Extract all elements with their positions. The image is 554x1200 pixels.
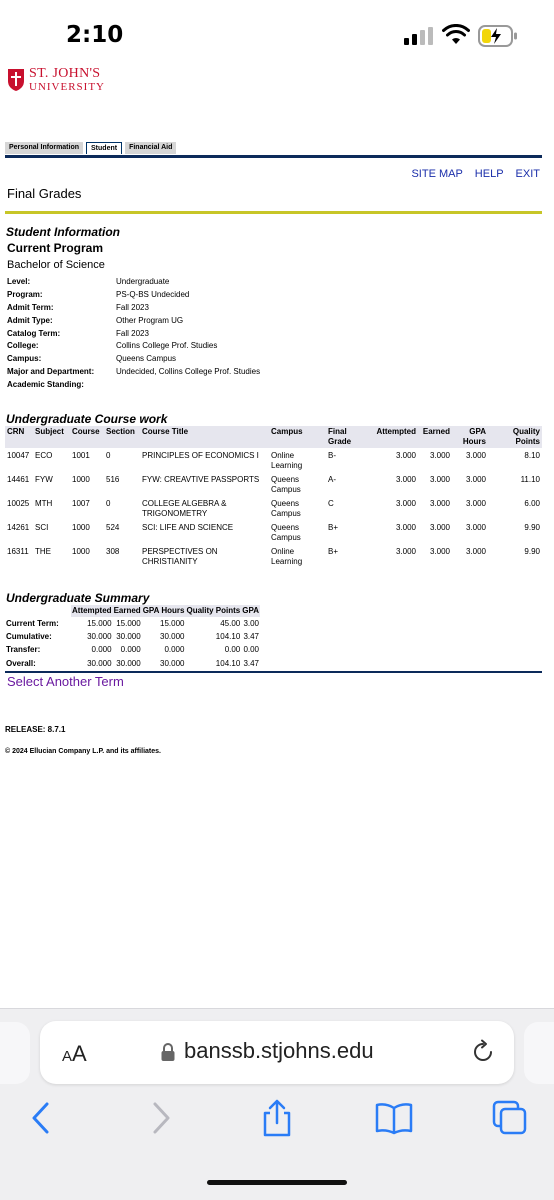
- tabs-icon[interactable]: [490, 1098, 530, 1138]
- cell-subject: ECO: [35, 451, 53, 460]
- cell-attempted: 15.000: [87, 619, 112, 628]
- cell-quality-points: 6.00: [524, 499, 540, 508]
- summary-divider: [5, 671, 542, 673]
- tab-divider: [5, 155, 542, 158]
- tab-student[interactable]: Student: [86, 142, 122, 154]
- cell-gpa-hours: 30.000: [160, 632, 185, 642]
- cell-final-grade: C: [328, 499, 334, 508]
- cell-earned: 3.000: [429, 547, 450, 556]
- address-bar[interactable]: [40, 1021, 514, 1084]
- col-quality-points-line1: Quality: [512, 427, 540, 436]
- cell-crn: 16311: [7, 547, 29, 556]
- info-value: Fall 2023: [116, 328, 149, 338]
- back-icon[interactable]: [22, 1098, 62, 1138]
- cell-quality-points: 8.10: [524, 451, 540, 460]
- wifi-icon: [442, 24, 470, 46]
- summary-table: [5, 605, 260, 670]
- cell-section: 0: [106, 499, 111, 508]
- tab-personal-information[interactable]: Personal Information: [5, 142, 83, 154]
- table-row: [5, 617, 260, 630]
- cell-course: 1001: [72, 451, 90, 460]
- col-gpa-hours: [452, 426, 488, 448]
- tab-financial-aid[interactable]: Financial Aid: [125, 142, 176, 154]
- cell-section: 516: [106, 475, 120, 484]
- cell-attempted: 3.000: [395, 499, 416, 508]
- table-header-row: [5, 426, 542, 448]
- col-earned: Earned: [113, 606, 141, 615]
- cell-subject: THE: [35, 547, 51, 556]
- url-text[interactable]: banssb.stjohns.edu: [184, 1038, 374, 1063]
- info-label: Major and Department:: [7, 367, 95, 377]
- cell-section: 308: [106, 547, 120, 556]
- info-value: Undergraduate: [116, 277, 170, 286]
- seal-icon: [7, 68, 25, 92]
- table-header-row: [5, 605, 260, 617]
- col-gpa-hours-line2: Hours: [462, 437, 486, 446]
- info-value: Fall 2023: [116, 302, 149, 312]
- cell-earned: 3.000: [429, 523, 450, 532]
- help-link[interactable]: HELP: [474, 168, 504, 180]
- col-gpa-hours: GPA Hours: [142, 606, 185, 615]
- info-row-admit-type: [7, 315, 260, 328]
- col-gpa-hours-line1: GPA: [469, 427, 486, 436]
- bookmarks-icon[interactable]: [374, 1098, 414, 1138]
- cell-gpa: 3.47: [243, 632, 260, 642]
- col-section: Section: [104, 426, 140, 448]
- exit-link[interactable]: EXIT: [515, 168, 540, 180]
- cell-gpa-hours: 15.000: [160, 619, 185, 628]
- col-subject: Subject: [33, 426, 70, 448]
- row-label: Overall:: [6, 658, 36, 668]
- cell-attempted: 3.000: [395, 547, 416, 556]
- cell-course-title: FYW: CREAVTIVE PASSPORTS: [142, 475, 260, 484]
- table-row: [5, 657, 260, 670]
- cell-quality-points: 9.90: [524, 547, 540, 556]
- info-value: Queens Campus: [116, 354, 177, 364]
- cell-final-grade: B+: [328, 547, 339, 556]
- info-row-college: [7, 340, 260, 353]
- aa-large: A: [72, 1041, 87, 1066]
- cell-earned: 0.000: [120, 645, 141, 655]
- forward-icon[interactable]: [140, 1098, 180, 1138]
- table-row: [5, 630, 260, 643]
- info-row-admit-term: [7, 302, 260, 315]
- info-label: Program:: [7, 289, 43, 299]
- cell-gpa-hours: 0.000: [164, 645, 185, 655]
- info-row-level: [7, 276, 260, 289]
- aa-small: A: [62, 1048, 73, 1065]
- cell-crn: 14461: [7, 475, 30, 484]
- info-label: Admit Term:: [7, 302, 54, 312]
- cell-crn: 10025: [7, 499, 30, 508]
- col-course: Course: [70, 426, 104, 448]
- cell-quality-points: 104.10: [215, 632, 241, 642]
- cell-quality-points: 11.10: [520, 475, 540, 484]
- cell-subject: FYW: [35, 475, 53, 484]
- page-title: Final Grades: [7, 186, 82, 201]
- university-logo[interactable]: [7, 66, 167, 98]
- copyright: © 2024 Ellucian Company L.P. and its affiliates.: [5, 748, 161, 755]
- cell-gpa: 0.00: [243, 645, 260, 655]
- share-icon[interactable]: [257, 1098, 297, 1138]
- cell-gpa: 3.00: [243, 619, 260, 628]
- col-quality-points: [488, 426, 542, 448]
- cell-course-title: SCI: LIFE AND SCIENCE: [142, 523, 234, 532]
- coursework-table: [5, 426, 542, 568]
- col-crn: CRN: [5, 426, 33, 448]
- cell-final-grade: B-: [328, 451, 336, 460]
- cell-gpa-hours: 3.000: [465, 451, 486, 460]
- cellular-signal-icon: [404, 27, 434, 45]
- program-name: Bachelor of Science: [7, 259, 105, 271]
- col-earned: Earned: [418, 426, 452, 448]
- reload-icon[interactable]: [470, 1039, 496, 1065]
- cell-earned: 3.000: [429, 451, 450, 460]
- table-row: [5, 544, 542, 568]
- info-label: College:: [7, 341, 39, 351]
- main-tabs: [5, 142, 176, 155]
- info-label: Academic Standing:: [7, 380, 84, 390]
- cell-quality-points: 0.00: [224, 645, 241, 655]
- table-row: [5, 496, 542, 520]
- info-value: Other Program UG: [116, 315, 184, 325]
- release-version: RELEASE: 8.7.1: [5, 725, 66, 734]
- table-row: [5, 643, 260, 656]
- cell-subject: SCI: [35, 523, 49, 532]
- info-value: Undecided, Collins College Prof. Studies: [116, 367, 261, 377]
- cell-campus: Online Learning: [271, 547, 303, 566]
- cell-earned: 3.000: [429, 475, 450, 484]
- cell-final-grade: B+: [328, 523, 339, 532]
- summary-heading: Undergraduate Summary: [6, 591, 150, 605]
- col-attempted: Attempted: [368, 426, 418, 448]
- info-label: Campus:: [7, 354, 42, 364]
- site-map-link[interactable]: SITE MAP: [411, 168, 463, 180]
- cell-campus: Queens Campus: [271, 499, 301, 518]
- cell-course-title: PERSPECTIVES ON CHRISTIANITY: [142, 547, 218, 566]
- cell-gpa: 3.47: [243, 658, 260, 668]
- cell-campus: Queens Campus: [271, 523, 301, 542]
- next-tab-preview[interactable]: [524, 1022, 554, 1084]
- cell-crn: 10047: [7, 451, 30, 460]
- cell-final-grade: A-: [328, 475, 336, 484]
- cell-campus: Online Learning: [271, 451, 303, 470]
- battery-charging-icon: [478, 24, 518, 48]
- cell-course: 1000: [72, 547, 90, 556]
- col-quality-points-line2: Points: [515, 437, 540, 446]
- cell-attempted: 30.000: [87, 658, 112, 668]
- cell-section: 524: [106, 523, 120, 532]
- col-blank: [5, 605, 71, 617]
- cell-course: 1007: [72, 499, 90, 508]
- cell-gpa-hours: 3.000: [465, 547, 486, 556]
- cell-earned: 30.000: [116, 632, 141, 642]
- cell-attempted: 3.000: [395, 451, 416, 460]
- cell-earned: 15.000: [116, 619, 141, 628]
- previous-tab-preview[interactable]: [0, 1022, 30, 1084]
- cell-quality-points: 9.90: [524, 523, 540, 532]
- row-label: Cumulative:: [6, 632, 52, 642]
- student-information-heading: Student Information: [6, 225, 120, 239]
- reader-options-button[interactable]: [62, 1041, 87, 1067]
- col-attempted: Attempted: [72, 606, 112, 615]
- cell-crn: 14261: [7, 523, 30, 532]
- cell-gpa-hours: 3.000: [465, 499, 486, 508]
- cell-gpa-hours: 3.000: [465, 523, 486, 532]
- info-row-major: [7, 366, 260, 379]
- cell-earned: 30.000: [116, 658, 141, 668]
- info-value: Collins College Prof. Studies: [116, 341, 218, 351]
- info-row-academic-standing: [7, 379, 260, 392]
- cell-attempted: 3.000: [395, 523, 416, 532]
- col-final-grade: [326, 426, 368, 448]
- logo-text-name: ST. JOHN'S: [29, 66, 101, 81]
- cell-campus: Queens Campus: [271, 475, 301, 494]
- cell-attempted: 3.000: [395, 475, 416, 484]
- coursework-heading: Undergraduate Course work: [6, 412, 168, 426]
- cell-course: 1000: [72, 475, 90, 484]
- table-row: [5, 448, 542, 472]
- select-another-term-link[interactable]: Select Another Term: [7, 674, 124, 689]
- col-final-grade-line2: Grade: [328, 437, 352, 446]
- info-label: Admit Type:: [7, 315, 53, 325]
- cell-subject: MTH: [35, 499, 53, 508]
- lock-icon: [160, 1042, 176, 1062]
- info-label: Catalog Term:: [7, 328, 61, 338]
- col-quality-points: Quality Points: [186, 606, 241, 615]
- row-label: Transfer:: [6, 645, 41, 655]
- col-gpa: GPA: [242, 606, 260, 615]
- home-indicator: [207, 1180, 347, 1185]
- cell-course: 1000: [72, 523, 90, 532]
- info-label: Level:: [7, 277, 31, 286]
- cell-course-title: COLLEGE ALGEBRA & TRIGONOMETRY: [142, 499, 227, 518]
- status-time: 2:10: [66, 22, 124, 48]
- info-row-campus: [7, 353, 260, 366]
- current-program-heading: Current Program: [7, 241, 104, 255]
- col-course-title: Course Title: [140, 426, 269, 448]
- status-bar: [0, 0, 554, 60]
- cell-attempted: 30.000: [87, 632, 112, 642]
- cell-section: 0: [106, 451, 111, 460]
- logo-text-university: UNIVERSITY: [29, 81, 105, 93]
- cell-quality-points: 45.00: [220, 619, 241, 628]
- info-row-program: [7, 289, 260, 302]
- col-final-grade-line1: Final: [328, 427, 347, 436]
- cell-attempted: 0.000: [91, 645, 112, 655]
- col-campus: Campus: [269, 426, 326, 448]
- title-divider: [5, 211, 542, 214]
- table-row: [5, 520, 542, 544]
- cell-course-title: PRINCIPLES OF ECONOMICS I: [142, 451, 259, 460]
- student-info-list: [7, 276, 260, 392]
- top-links: [411, 168, 540, 180]
- cell-gpa-hours: 30.000: [160, 658, 185, 668]
- cell-quality-points: 104.10: [215, 658, 241, 668]
- cell-earned: 3.000: [429, 499, 450, 508]
- cell-gpa-hours: 3.000: [465, 475, 486, 484]
- row-label: Current Term:: [6, 619, 59, 628]
- table-row: [5, 472, 542, 496]
- browser-nav-bar: [0, 1098, 554, 1148]
- info-row-catalog-term: [7, 328, 260, 341]
- info-value: PS-Q-BS Undecided: [116, 289, 190, 299]
